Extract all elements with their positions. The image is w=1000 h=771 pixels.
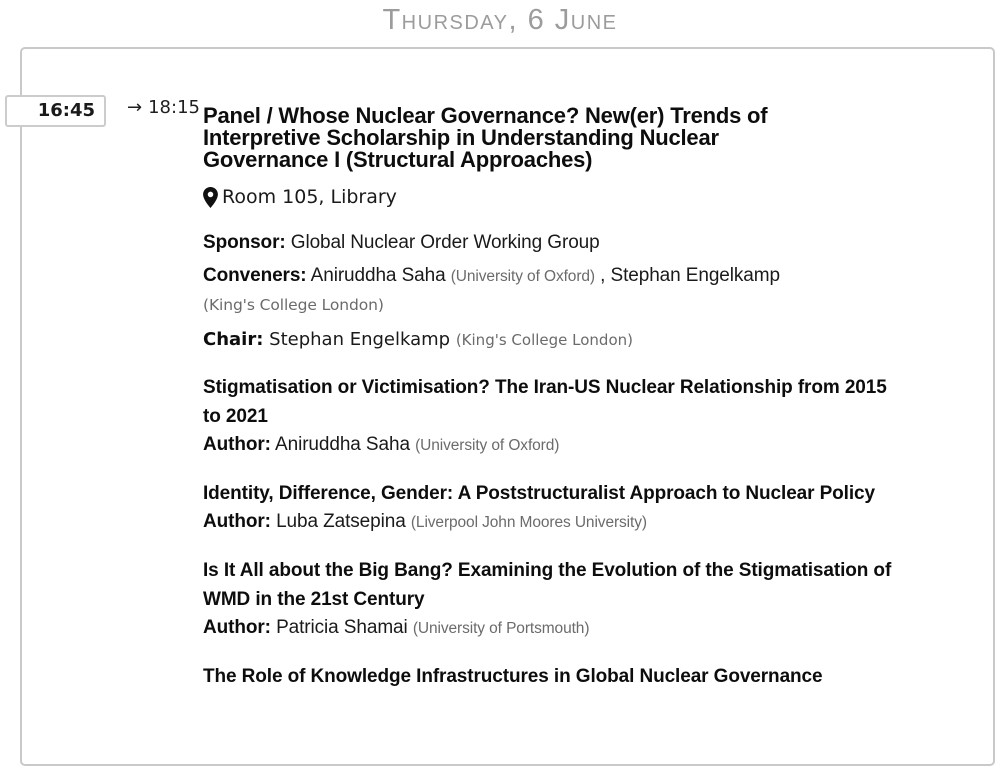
convener-affiliation: (King's College London) <box>203 296 384 314</box>
chair-label: Chair: <box>203 329 264 350</box>
paper-title[interactable]: Stigmatisation or Victimisation? The Iran-US Nuclear Relationship from 2015 to 2021 <box>203 377 887 427</box>
author-label: Author: <box>203 617 271 638</box>
author-affiliation: (University of Oxford) <box>415 437 560 454</box>
convener-name: Stephan Engelkamp <box>610 265 780 286</box>
paper-title[interactable]: Is It All about the Big Bang? Examining the Evolution of the Stigmatisation of WMD in the 21st Century <box>203 560 892 610</box>
author-name: Patricia Shamai <box>276 617 408 638</box>
paper-item <box>203 556 978 642</box>
sponsor-label: Sponsor: <box>203 232 286 253</box>
end-time: 18:15 <box>148 97 200 118</box>
convener-name: Aniruddha Saha <box>310 265 446 286</box>
sponsor-row <box>203 230 978 256</box>
start-time: 16:45 <box>37 100 95 121</box>
author-label: Author: <box>203 511 271 532</box>
location-row <box>203 184 978 211</box>
date-header: Thursday, 6 June <box>382 4 618 36</box>
paper-title[interactable]: Identity, Difference, Gender: A Poststructuralist Approach to Nuclear Policy <box>203 483 875 504</box>
chair-name: Stephan Engelkamp <box>269 329 451 350</box>
conveners-label: Conveners: <box>203 265 307 286</box>
arrow-right-icon: → <box>127 97 143 118</box>
session-content <box>203 105 978 691</box>
end-time-row <box>127 97 200 118</box>
author-affiliation: (University of Portsmouth) <box>412 620 590 637</box>
author-row <box>203 432 978 459</box>
conveners-separator: , <box>600 265 606 286</box>
paper-title[interactable]: The Role of Knowledge Infrastructures in Global Nuclear Governance <box>203 666 823 687</box>
author-row <box>203 615 978 642</box>
author-label: Author: <box>203 434 271 455</box>
location-pin-icon <box>203 187 218 208</box>
chair-row <box>203 327 978 353</box>
convener-affiliation: (University of Oxford) <box>450 268 595 285</box>
paper-item <box>203 662 978 691</box>
author-name: Luba Zatsepina <box>276 511 406 532</box>
conveners-row <box>203 261 923 320</box>
chair-affiliation: (King's College London) <box>455 331 633 349</box>
location-text: Room 105, Library <box>222 186 397 208</box>
author-row <box>203 509 978 536</box>
author-name: Aniruddha Saha <box>275 434 410 455</box>
paper-item <box>203 373 978 459</box>
paper-item <box>203 479 978 536</box>
session-title[interactable]: Panel / Whose Nuclear Governance? New(er) Trends of Interpretive Scholarship in Understanding Nuclear Governance I (Structural Approaches) <box>203 103 768 172</box>
sponsor-value: Global Nuclear Order Working Group <box>290 232 600 253</box>
author-affiliation: (Liverpool John Moores University) <box>410 514 647 531</box>
time-box <box>5 95 106 127</box>
